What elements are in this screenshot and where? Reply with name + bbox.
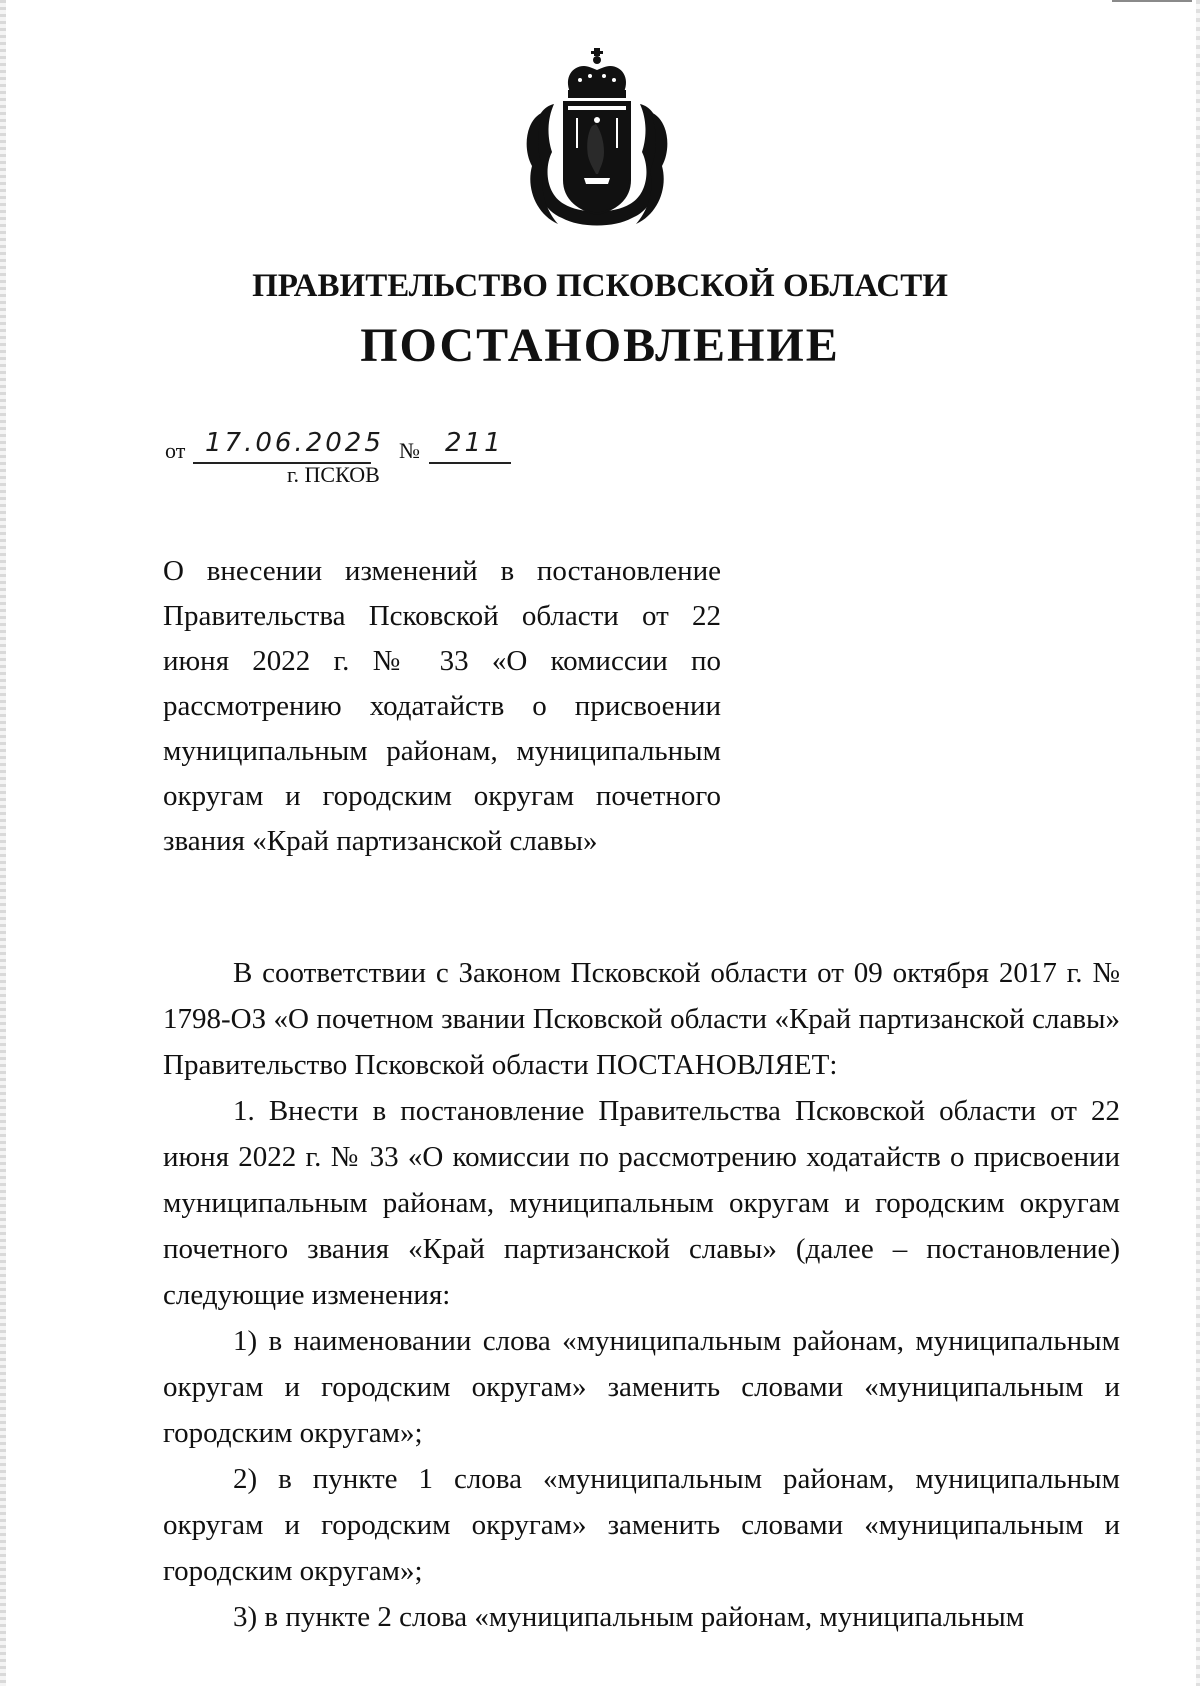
item-1-paragraph: 1. Внести в постановление Правительства Псковской области от 22 июня 2022 г. № 33 «О комиссии по рассмотрению ходатайств о присвоении муниципальным районам, муниципальным округам и городским округам почетного звания «Край партизанской славы» (далее – постановление) следующие изменения: — [163, 1095, 1120, 1311]
number-prefix: № — [399, 438, 420, 463]
preamble-paragraph: В соответствии с Законом Псковской области от 09 октября 2017 г. № 1798-ОЗ «О почетном звании Псковской области «Край партизанской славы» Правительство Псковской области ПОСТАНОВЛЯЕТ: — [163, 957, 1120, 1081]
scan-mark — [1112, 0, 1192, 2]
date-value-handwritten: 17.06.2025 — [205, 428, 384, 458]
subitem-2-paragraph: 2) в пункте 1 слова «муниципальным районам, муниципальным округам и городским округам» заменить словами «муниципальным и городским округам»; — [163, 1463, 1120, 1587]
scan-edge-left — [0, 0, 6, 1686]
organization-title: ПРАВИТЕЛЬСТВО ПСКОВСКОЙ ОБЛАСТИ — [252, 268, 948, 304]
number-underline — [429, 462, 511, 464]
subitem-1-paragraph: 1) в наименовании слова «муниципальным районам, муниципальным округам и городским округам» заменить словами «муниципальным и городским округам»; — [163, 1325, 1120, 1449]
scan-edge-right — [1196, 0, 1200, 1686]
number-value-handwritten: 211 — [445, 428, 504, 458]
coat-of-arms-emblem — [524, 48, 670, 234]
subitem-3-paragraph: 3) в пункте 2 слова «муниципальным районам, муниципальным — [233, 1601, 1025, 1633]
city-label: г. ПСКОВ — [287, 462, 380, 487]
subject-text: О внесении изменений в постановление Правительства Псковской области от 22 июня 2022 г. № 33 «О комиссии по рассмотрению ходатайств о присвоении муниципальным районам, муниципальным округам и городским округам почетного звания «Край партизанской славы» — [163, 555, 721, 857]
subject-block — [163, 549, 721, 864]
date-prefix: от — [165, 438, 186, 463]
document-body — [163, 950, 1120, 1640]
document-type-title: ПОСТАНОВЛЕНИЕ — [360, 319, 840, 372]
